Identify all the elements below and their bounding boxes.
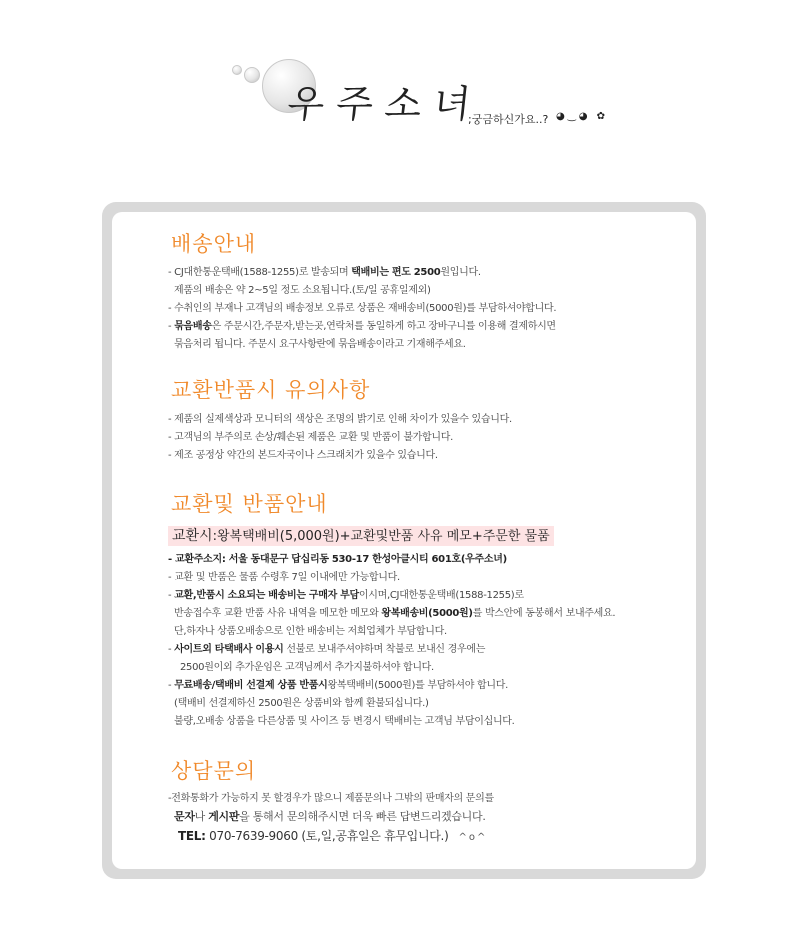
exchange-line-9: (택배비 선결제하신 2500원은 상품비와 함께 환불되십니다.) <box>174 698 429 709</box>
exchange-line-8: - 무료배송/택배비 선결제 상품 반품시왕복택배비(5000원)를 부담하셔야 합니다. <box>168 680 508 691</box>
logo <box>230 55 610 145</box>
exchange-line-6: - 사이트외 타택배사 이용시 선불로 보내주셔야하며 착불로 보내신 경우에는 <box>168 644 486 655</box>
caution-line-1: - 제품의 실제색상과 모니터의 색상은 조명의 밝기로 인해 차이가 있을수 있습니다. <box>168 414 512 425</box>
emoticon-icon: ◕‿◕ ✿ <box>556 111 609 122</box>
cautions-title: 교환반품시 유의사항 <box>171 378 371 402</box>
shipping-line-4: - 묶음배송은 주문시간,주문자,받는곳,연락처를 동일하게 하고 장바구니를 이용해 결제하시면 <box>168 321 556 332</box>
exchange-line-3: - 교환,반품시 소요되는 배송비는 구매자 부담이시며,CJ대한통운택배(1588-1255)로 <box>168 590 524 601</box>
bubble-icon <box>232 65 242 75</box>
shipping-title: 배송안내 <box>171 232 257 256</box>
contact-tel <box>168 826 688 846</box>
emoticon-icon: ^o^ <box>458 832 488 843</box>
exchange-line-10: 불량,오배송 상품을 다른상품 및 사이즈 등 변경시 택배비는 고객님 부담이십니다. <box>174 716 515 727</box>
cautions-lines <box>168 411 688 465</box>
shipping-line-1: - CJ대한통운택배(1588-1255)로 발송되며 택배비는 편도 2500원입니다. <box>168 267 481 278</box>
shipping-lines <box>168 264 688 354</box>
tel-label: TEL: <box>178 829 206 843</box>
logo-text: 우주소녀 <box>285 82 485 126</box>
exchange-highlight: 교환시:왕복택배비(5,000원)+교환및반품 사유 메모+주문한 물품 <box>168 526 554 546</box>
exchange-line-7: 2500원이외 추가운임은 고객님께서 추가지불하셔야 합니다. <box>180 662 434 673</box>
contact-lines <box>168 790 688 846</box>
shipping-line-3: - 수취인의 부재나 고객님의 배송정보 오류로 상품은 재배송비(5000원)를 부담하셔야합니다. <box>168 303 557 314</box>
exchange-title: 교환및 반품안내 <box>171 492 328 516</box>
tel-number: 070-7639-9060 (토,일,공휴일은 휴무입니다.) <box>205 829 449 843</box>
contact-line-1: -전화통화가 가능하지 못 할경우가 많으니 제품문의나 그밖의 판매자의 문의를 <box>168 793 494 804</box>
exchange-line-2: - 교환 및 반품은 물품 수령후 7일 이내에만 가능합니다. <box>168 572 400 583</box>
shipping-line-2: 제품의 배송은 약 2~5일 정도 소요됩니다.(토/일 공휴일제외) <box>174 285 431 296</box>
exchange-line-1: - 교환주소지: 서울 동대문구 답십리동 530-17 한성아클시티 601호(우주소녀) <box>168 554 507 565</box>
exchange-line-5: 단,하자나 상품오배송으로 인한 배송비는 저희업체가 부담합니다. <box>174 626 447 637</box>
shipping-line-5: 묶음처리 됩니다. 주문시 요구사항란에 묶음배송이라고 기재해주세요. <box>174 339 466 350</box>
exchange-lines <box>168 551 688 731</box>
bubble-icon <box>244 67 260 83</box>
caution-line-2: - 고객님의 부주의로 손상/훼손된 제품은 교환 및 반품이 불가합니다. <box>168 432 454 443</box>
exchange-line-4: 반송접수후 교환 반품 사유 내역을 메모한 메모와 왕복배송비(5000원)를 박스안에 동봉해서 보내주세요. <box>174 608 616 619</box>
contact-line-2: 문자나 게시판을 통해서 문의해주시면 더욱 빠른 답변드리겠습니다. <box>174 810 486 823</box>
logo-tagline: ;궁금하신가요..? <box>468 113 549 126</box>
contact-title: 상담문의 <box>171 759 257 783</box>
caution-line-3: - 제조 공정상 약간의 본드자국이나 스크래치가 있을수 있습니다. <box>168 450 438 461</box>
